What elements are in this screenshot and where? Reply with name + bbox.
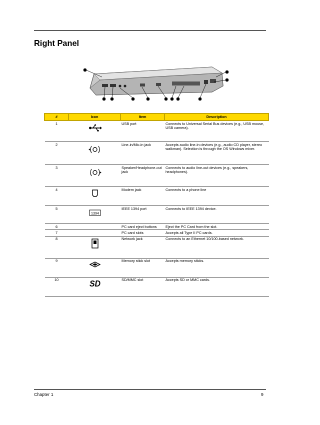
row-num: 7 (45, 230, 69, 236)
row-num: 10 (45, 277, 69, 296)
footer-page-number: 9 (261, 392, 264, 397)
row-num: 9 (45, 258, 69, 277)
row-num: 4 (45, 187, 69, 206)
row-description: Eject the PC Card from the slot. (165, 224, 269, 230)
row-num: 3 (45, 165, 69, 187)
sd-icon (88, 279, 102, 288)
table-row (45, 277, 269, 296)
page-title: Right Panel (34, 39, 80, 48)
row-num: 8 (45, 236, 69, 258)
header-description: Description (165, 114, 269, 121)
svg-text:SD: SD (88, 279, 101, 289)
row-item: PC card eject buttons (121, 224, 165, 230)
row-description: Accepts all Type II PC cards. (165, 230, 269, 236)
row-item: Line-in/Mic-in jack (121, 142, 165, 165)
table-row (45, 165, 269, 187)
row-description: Connects to an Ethernet 10/100-based network. (165, 236, 269, 258)
row-item: SD/MMC slot (121, 277, 165, 296)
laptop-right-panel-illustration (80, 58, 230, 108)
ports-table (44, 113, 269, 297)
modem-icon (88, 189, 102, 198)
row-description: Connects to IEEE 1394 device. (165, 206, 269, 224)
row-item: Speaker/Headphone-out jack (121, 165, 165, 187)
table-row (45, 121, 269, 142)
row-num: 6 (45, 224, 69, 230)
header-icon: Icon (69, 114, 121, 121)
row-item: Network jack (121, 236, 165, 258)
row-description: Connects to a phone line (165, 187, 269, 206)
table-row (45, 258, 269, 277)
table-row (45, 206, 269, 224)
row-description: Accepts memory sticks. (165, 258, 269, 277)
row-item: IEEE 1394 port (121, 206, 165, 224)
row-item: PC card slots (121, 230, 165, 236)
table-row (45, 236, 269, 258)
table-header-row (45, 114, 269, 121)
table-row (45, 187, 269, 206)
header-num: # (45, 114, 69, 121)
footer-rule (34, 389, 266, 390)
row-description: Connects to Universal Serial Bus devices (e.g., USB mouse, USB camera). (165, 121, 269, 142)
header-item: Item (121, 114, 165, 121)
line-in-icon (88, 144, 102, 155)
svg-text:1394: 1394 (90, 210, 99, 215)
table-row (45, 142, 269, 165)
row-item: Memory stick slot (121, 258, 165, 277)
row-num: 1 (45, 121, 69, 142)
row-item: USB port (121, 121, 165, 142)
usb-icon (88, 123, 102, 132)
row-item: Modem jack (121, 187, 165, 206)
row-description: Accepts audio line-in devices (e.g., audio CD player, stereo walkman). Selection is through the OS Windows mixer. (165, 142, 269, 165)
row-description: Accepts SD or MMC cards. (165, 277, 269, 296)
memory-card-icon (88, 260, 102, 269)
line-out-icon (88, 167, 102, 178)
footer-chapter: Chapter 1 (34, 392, 54, 397)
row-description: Connects to audio line-out devices (e.g., speakers, headphones). (165, 165, 269, 187)
row-num: 5 (45, 206, 69, 224)
ieee1394-icon (88, 208, 102, 217)
row-num: 2 (45, 142, 69, 165)
header-rule (34, 30, 266, 31)
network-icon (88, 238, 102, 249)
